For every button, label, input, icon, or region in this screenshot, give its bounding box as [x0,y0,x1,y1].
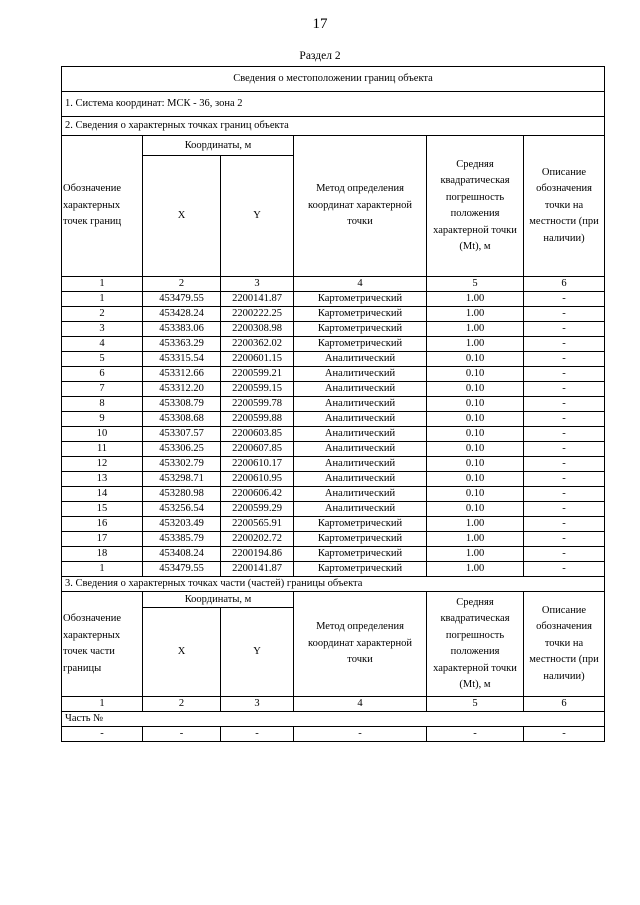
point-number: 11 [62,442,143,457]
description: - [524,427,605,442]
coord-y: 2200599.88 [221,412,294,427]
column-numbers-row [62,277,605,292]
description: - [524,337,605,352]
empty-cell: - [62,727,143,742]
coord-y: 2200610.95 [221,472,294,487]
boundary-table [61,66,605,742]
method: Аналитический [294,397,427,412]
header-coords: Координаты, м [143,136,294,156]
method: Аналитический [294,487,427,502]
section3-title: 3. Сведения о характерных точках части (частей) границы объекта [62,577,605,592]
error: 0.10 [427,397,524,412]
table-row [62,382,605,397]
description: - [524,562,605,577]
description: - [524,322,605,337]
header3-method: Метод определения координат характерной точки [294,592,427,697]
coord-y: 2200141.87 [221,562,294,577]
coord-y: 2200607.85 [221,442,294,457]
col-number: 2 [143,697,221,712]
description: - [524,487,605,502]
col-number: 1 [62,277,143,292]
method: Аналитический [294,457,427,472]
coord-y: 2200599.21 [221,367,294,382]
coord-x: 453363.29 [143,337,221,352]
section2-title: 2. Сведения о характерных точках границ объекта [62,117,605,136]
coord-x: 453312.20 [143,382,221,397]
table-row [62,457,605,472]
description: - [524,352,605,367]
coord-y: 2200222.25 [221,307,294,322]
error: 0.10 [427,412,524,427]
coord-y: 2200601.15 [221,352,294,367]
coord-x: 453308.68 [143,412,221,427]
coord-y: 2200308.98 [221,322,294,337]
table-row [62,337,605,352]
header3-description: Описание обозначения точки на местности (при наличии) [524,592,605,697]
method: Картометрический [294,292,427,307]
empty-cell: - [221,727,294,742]
col-number: 3 [221,697,294,712]
col-number: 6 [524,277,605,292]
empty-cell: - [143,727,221,742]
empty-cell: - [294,727,427,742]
point-number: 18 [62,547,143,562]
table-row [62,397,605,412]
coord-x: 453315.54 [143,352,221,367]
coord-y: 2200202.72 [221,532,294,547]
coord-x: 453408.24 [143,547,221,562]
header3-error: Средняя квадратическая погрешность положения характерной точки (Mt), м [427,592,524,697]
error: 1.00 [427,292,524,307]
method: Аналитический [294,367,427,382]
point-number: 6 [62,367,143,382]
error: 1.00 [427,517,524,532]
coord-y: 2200603.85 [221,427,294,442]
coord-y: 2200599.15 [221,382,294,397]
error: 0.10 [427,487,524,502]
error: 1.00 [427,322,524,337]
coord-y: 2200606.42 [221,487,294,502]
header3-y: Y [221,608,294,697]
coord-x: 453479.55 [143,562,221,577]
method: Аналитический [294,502,427,517]
col-number: 4 [294,697,427,712]
error: 0.10 [427,457,524,472]
coord-x: 453302.79 [143,457,221,472]
coord-x: 453385.79 [143,532,221,547]
coord-x: 453479.55 [143,292,221,307]
coord-x: 453307.57 [143,427,221,442]
table-row [62,322,605,337]
error: 0.10 [427,472,524,487]
error: 1.00 [427,307,524,322]
coord-x: 453306.25 [143,442,221,457]
col-number: 6 [524,697,605,712]
coord-y: 2200610.17 [221,457,294,472]
coord-system: 1. Система координат: МСК - 36, зона 2 [62,92,605,117]
header-description: Описание обозначения точки на местности (при наличии) [524,136,605,277]
empty-cell: - [524,727,605,742]
table-row [62,487,605,502]
method: Аналитический [294,382,427,397]
header-point-label: Обозначение характерных точек границ [62,136,143,277]
point-number: 3 [62,322,143,337]
table-row [62,517,605,532]
table-row [62,562,605,577]
point-number: 13 [62,472,143,487]
col-number: 1 [62,697,143,712]
header-x: X [143,156,221,277]
coord-y: 2200362.02 [221,337,294,352]
description: - [524,412,605,427]
point-number: 17 [62,532,143,547]
method: Аналитический [294,472,427,487]
point-number: 2 [62,307,143,322]
coord-x: 453298.71 [143,472,221,487]
error: 0.10 [427,382,524,397]
error: 0.10 [427,352,524,367]
page-number: 17 [312,16,328,32]
description: - [524,382,605,397]
method: Картометрический [294,547,427,562]
table-row [62,427,605,442]
coord-x: 453383.06 [143,322,221,337]
method: Картометрический [294,562,427,577]
error: 0.10 [427,502,524,517]
empty-cell: - [427,727,524,742]
point-number: 1 [62,292,143,307]
error: 1.00 [427,547,524,562]
point-number: 1 [62,562,143,577]
col-number: 4 [294,277,427,292]
col-number: 3 [221,277,294,292]
coord-x: 453428.24 [143,307,221,322]
header-y: Y [221,156,294,277]
description: - [524,502,605,517]
point-number: 8 [62,397,143,412]
table-row [62,307,605,322]
point-number: 5 [62,352,143,367]
header3-coords: Координаты, м [143,592,294,608]
header-error: Средняя квадратическая погрешность положения характерной точки (Mt), м [427,136,524,277]
method: Аналитический [294,427,427,442]
column-numbers-row-3 [62,697,605,712]
error: 0.10 [427,442,524,457]
coord-y: 2200599.78 [221,397,294,412]
description: - [524,292,605,307]
description: - [524,367,605,382]
table-row [62,292,605,307]
section-label: Раздел 2 [299,50,341,62]
table-row [62,472,605,487]
description: - [524,547,605,562]
header3-x: X [143,608,221,697]
error: 1.00 [427,562,524,577]
coord-y: 2200565.91 [221,517,294,532]
description: - [524,517,605,532]
description: - [524,307,605,322]
coord-y: 2200599.29 [221,502,294,517]
description: - [524,457,605,472]
description: - [524,442,605,457]
point-number: 9 [62,412,143,427]
method: Картометрический [294,307,427,322]
point-number: 12 [62,457,143,472]
table-row [62,367,605,382]
point-number: 15 [62,502,143,517]
method: Картометрический [294,517,427,532]
col-number: 5 [427,277,524,292]
header3-point-label: Обозначение характерных точек части границы [62,592,143,697]
method: Картометрический [294,337,427,352]
col-number: 2 [143,277,221,292]
coord-y: 2200194.86 [221,547,294,562]
description: - [524,532,605,547]
error: 1.00 [427,532,524,547]
part-label: Часть № [62,712,605,727]
method: Аналитический [294,442,427,457]
table-title: Сведения о местоположении границ объекта [62,67,605,92]
table-row [62,502,605,517]
point-number: 10 [62,427,143,442]
point-number: 7 [62,382,143,397]
coord-x: 453312.66 [143,367,221,382]
coord-x: 453203.49 [143,517,221,532]
col-number: 5 [427,697,524,712]
table-row [62,352,605,367]
table-row [62,412,605,427]
point-number: 14 [62,487,143,502]
method: Картометрический [294,532,427,547]
empty-part-row [62,727,605,742]
coord-x: 453256.54 [143,502,221,517]
coord-x: 453280.98 [143,487,221,502]
description: - [524,472,605,487]
point-number: 4 [62,337,143,352]
method: Аналитический [294,412,427,427]
table-row [62,442,605,457]
point-number: 16 [62,517,143,532]
description: - [524,397,605,412]
table-row [62,532,605,547]
table-row [62,547,605,562]
coord-x: 453308.79 [143,397,221,412]
method: Аналитический [294,352,427,367]
method: Картометрический [294,322,427,337]
header-method: Метод определения координат характерной точки [294,136,427,277]
error: 0.10 [427,427,524,442]
error: 0.10 [427,367,524,382]
error: 1.00 [427,337,524,352]
coord-y: 2200141.87 [221,292,294,307]
